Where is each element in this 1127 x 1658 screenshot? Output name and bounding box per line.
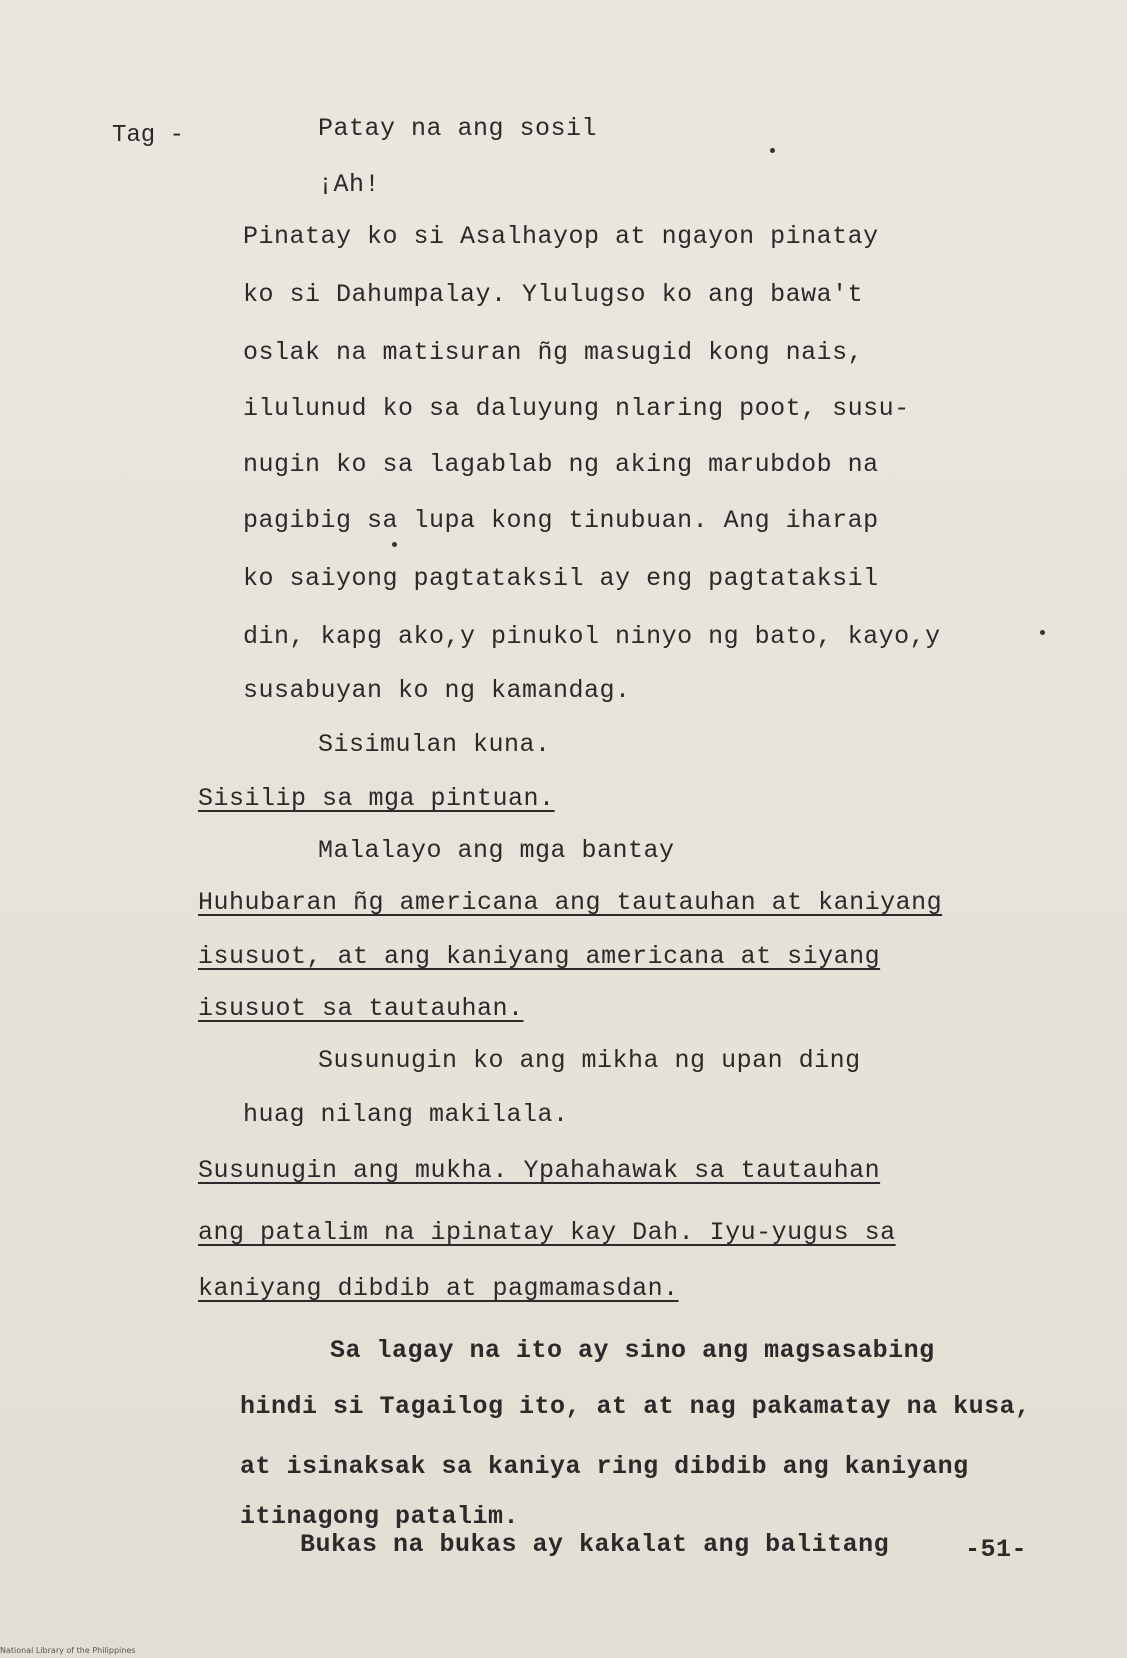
text-line: huag nilang makilala.: [243, 1100, 569, 1129]
text-line: oslak na matisuran ñg masugid kong nais,: [243, 338, 864, 367]
text-line: ko si Dahumpalay. Ylulugso ko ang bawa't: [243, 280, 864, 309]
text-line: ilulunud ko sa daluyung nlaring poot, susu-: [243, 394, 910, 423]
text-line: ¡Ah!: [318, 170, 381, 199]
text-line: at isinaksak sa kaniya ring dibdib ang kaniyang: [240, 1452, 969, 1481]
stage-direction: ang patalim na ipinatay kay Dah. Iyu-yugus sa: [198, 1218, 896, 1247]
text-line: itinagong patalim.: [240, 1502, 520, 1531]
text-line: Susunugin ko ang mikha ng upan ding: [318, 1046, 861, 1075]
stage-direction: isusuot sa tautauhan.: [198, 994, 524, 1023]
text-line: hindi si Tagailog ito, at at nag pakamatay na kusa,: [240, 1392, 1031, 1421]
stage-direction: Huhubaran ñg americana ang tautauhan at kaniyang: [198, 888, 943, 917]
ink-dot: [770, 148, 775, 153]
text-line: Malalayo ang mga bantay: [318, 836, 675, 865]
ink-dot: [392, 542, 397, 547]
stage-direction: Susunugin ang mukha. Ypahahawak sa tautauhan: [198, 1156, 881, 1185]
text-line: Sa lagay na ito ay sino ang magsasabing: [330, 1336, 935, 1365]
text-line: pagibig sa lupa kong tinubuan. Ang iharap: [243, 506, 879, 535]
text-line: Bukas na bukas ay kakalat ang balitang: [300, 1530, 890, 1559]
text-line: Sisimulan kuna.: [318, 730, 551, 759]
stage-direction: kaniyang dibdib at pagmamasdan.: [198, 1274, 679, 1303]
text-line: ko saiyong pagtataksil ay eng pagtataksil: [243, 564, 879, 593]
text-line: din, kapg ako,y pinukol ninyo ng bato, kayo,y: [243, 622, 941, 651]
text-line: Pinatay ko si Asalhayop at ngayon pinatay: [243, 222, 879, 251]
page-number: -51-: [965, 1535, 1028, 1564]
stage-direction: isusuot, at ang kaniyang americana at siyang: [198, 942, 881, 971]
text-line: Patay na ang sosil: [318, 114, 598, 143]
stage-direction: Sisilip sa mga pintuan.: [198, 784, 555, 813]
footer-credit: National Library of the Philippines: [0, 1646, 136, 1655]
ink-dot: [1040, 630, 1045, 635]
text-line: susabuyan ko ng kamandag.: [243, 676, 631, 705]
text-line: nugin ko sa lagablab ng aking marubdob na: [243, 450, 879, 479]
speaker-label: Tag -: [112, 122, 185, 149]
